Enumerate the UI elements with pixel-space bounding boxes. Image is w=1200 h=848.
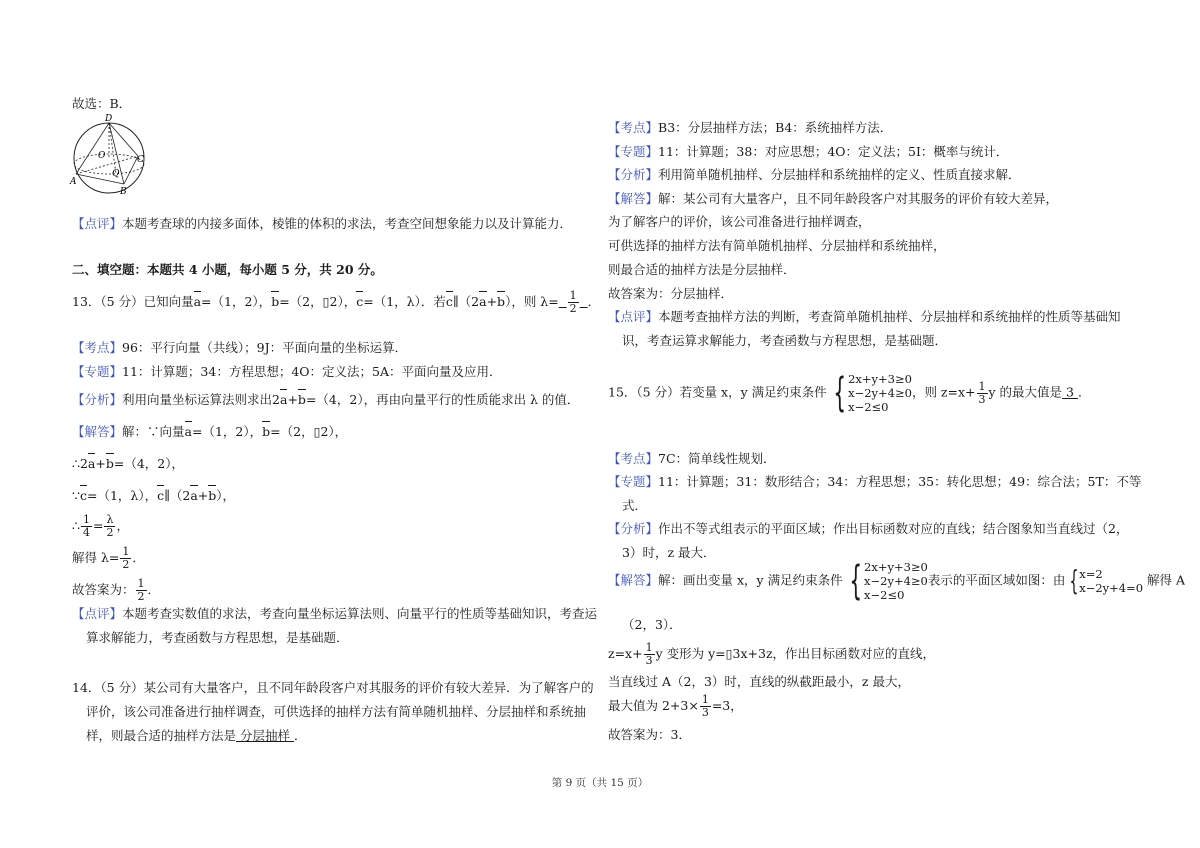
- q15-step-3: 最大值为 2+3× $\frac{1}{3}$ =3，: [608, 693, 743, 719]
- q14-answer: 分层抽样: [236, 728, 294, 743]
- q13-step-3: ∴ $\frac{1}{4}$ = $\frac{\lambda}{2}$ ，: [72, 513, 129, 539]
- q14-step-2: 可供选择的抽样方法有简单随机抽样、分层抽样和系统抽样，: [608, 238, 946, 253]
- q14-line-b: 评价，该公司准备进行抽样调查，可供选择的抽样方法有简单随机抽样、分层抽样和系统抽: [86, 704, 587, 719]
- q13-step-1: ∴2a+b=（4，2），: [72, 456, 184, 471]
- q14-zhuanti: 【专题】11：计算题；38：对应思想；4O：定义法；5I：概率与统计．: [608, 144, 1009, 159]
- label-q: Q: [112, 169, 120, 179]
- review-1: 【点评】本题考查球的内接多面体，棱锥的体积的求法，考查空间想象能力以及计算能力．: [72, 216, 573, 231]
- question-13: 13．（5 分）已知向量a=（1，2），b=（2，▯2），c=（1，λ）．若c∥（2a+b），则 λ= $\frac{1}{2}$ ．: [72, 289, 601, 315]
- q14-step-4: 故答案为：分层抽样．: [608, 286, 734, 301]
- q14-pingyu-a: 【点评】本题考查抽样方法的判断，考查简单随机抽样、分层抽样和系统抽样的性质等基础知: [608, 309, 1121, 324]
- q15-answer: 3: [1062, 384, 1078, 400]
- q13-pingyu-b: 算求解能力，考查函数与方程思想，是基础题．: [86, 630, 349, 645]
- page-footer: 第 9 页（共 15 页）: [551, 777, 649, 789]
- label-a: A: [70, 177, 77, 187]
- q15-jieda: 【解答】解：画出变量 x，y 满足约束条件 { 2x+y+3≥0 x−2y+4≥0 x−2≤0 表示的平面区域如图：由 { x=2 x−2y+4=0 解得 A: [608, 558, 1186, 604]
- q15-fenxi-a: 【分析】作出不等式组表示的平面区域；作出目标函数对应的直线；结合图象知当直线过（2，: [608, 521, 1129, 536]
- q13-answer-fraction: $\frac{1}{2}$: [569, 289, 577, 315]
- label-d: D: [105, 114, 113, 124]
- q13-step-5: 故答案为： $\frac{1}{2}$ ．: [72, 577, 161, 603]
- q15-step-1: z=x+ $\frac{1}{3}$ y 变形为 y=▯3x+3z，作出目标函数对应的直线，: [608, 641, 936, 667]
- answer-line: 故选：B．: [72, 96, 132, 111]
- q14-pingyu-b: 识，考查运算求解能力，考查函数与方程思想，是基础题．: [622, 333, 948, 348]
- label-o: O: [98, 151, 106, 161]
- q14-line-c: 样，则最合适的抽样方法是 分层抽样 ．: [86, 728, 307, 743]
- q14-line-a: 14．（5 分）某公司有大量客户，且不同年龄段客户对其服务的评价有较大差异．为了解客户的: [72, 680, 594, 695]
- q15-zhuanti-a: 【专题】11：计算题；31：数形结合；34：方程思想；35：转化思想；49：综合法；5T：不等: [608, 474, 1142, 489]
- q13-kaodian: 【考点】96：平行向量（共线）；9J：平面向量的坐标运算．: [72, 340, 408, 355]
- q15-point-a: （2，3）．: [622, 617, 682, 632]
- sphere-figure: [72, 112, 162, 202]
- q14-fenxi: 【分析】利用简单随机抽样、分层抽样和系统抽样的定义、性质直接求解．: [608, 167, 1021, 182]
- q13-step-2: ∵c=（1，λ），c∥（2a+b），: [72, 488, 236, 503]
- q15-zhuanti-b: 式．: [622, 498, 648, 513]
- q13-jieda: 【解答】解：∵向量a=（1，2），b=（2，▯2），: [72, 424, 348, 439]
- q14-step-3: 则最合适的抽样方法是分层抽样．: [608, 262, 796, 277]
- q13-step-4: 解得 λ= $\frac{1}{2}$ ．: [72, 545, 145, 571]
- q14-jieda: 【解答】解：某公司有大量客户，且不同年龄段客户对其服务的评价有较大差异，: [608, 191, 1059, 206]
- q15-constraints: 2x+y+3≥0 x−2y+4≥0 x−2≤0: [848, 372, 912, 414]
- q14-kaodian: 【考点】B3：分层抽样方法；B4：系统抽样方法．: [608, 120, 893, 135]
- q15-fenxi-b: 3）时，z 最大．: [622, 545, 716, 560]
- q13-pingyu-a: 【点评】本题考查实数值的求法，考查向量坐标运算法则、向量平行的性质等基础知识，考查运: [72, 606, 598, 621]
- label-c: C: [137, 155, 144, 165]
- q14-step-1: 为了解客户的评价，该公司准备进行抽样调查，: [608, 214, 871, 229]
- q15-step-2: 当直线过 A（2，3）时，直线的纵截距最小，z 最大，: [608, 674, 910, 689]
- q15-step-4: 故答案为：3．: [608, 727, 691, 742]
- q13-fenxi: 【分析】利用向量坐标运算法则求出2a+b=（4，2），再由向量平行的性质能求出 λ 的值．: [72, 392, 580, 407]
- question-15: 15．（5 分）若变量 x，y 满足约束条件 { 2x+y+3≥0 x−2y+4≥0 x−2≤0 ，则 z=x+ $\frac{1}{3}$ y 的最大值是 3 ．: [608, 370, 1091, 416]
- section-title: 二、填空题：本题共 4 小题，每小题 5 分，共 20 分。: [72, 262, 383, 277]
- review-tag: 【点评】: [72, 216, 123, 231]
- q13-zhuanti: 【专题】11：计算题；34：方程思想；4O：定义法；5A：平面向量及应用．: [72, 364, 502, 379]
- label-b: B: [120, 187, 127, 197]
- q15-kaodian: 【考点】7C：简单线性规划．: [608, 451, 776, 466]
